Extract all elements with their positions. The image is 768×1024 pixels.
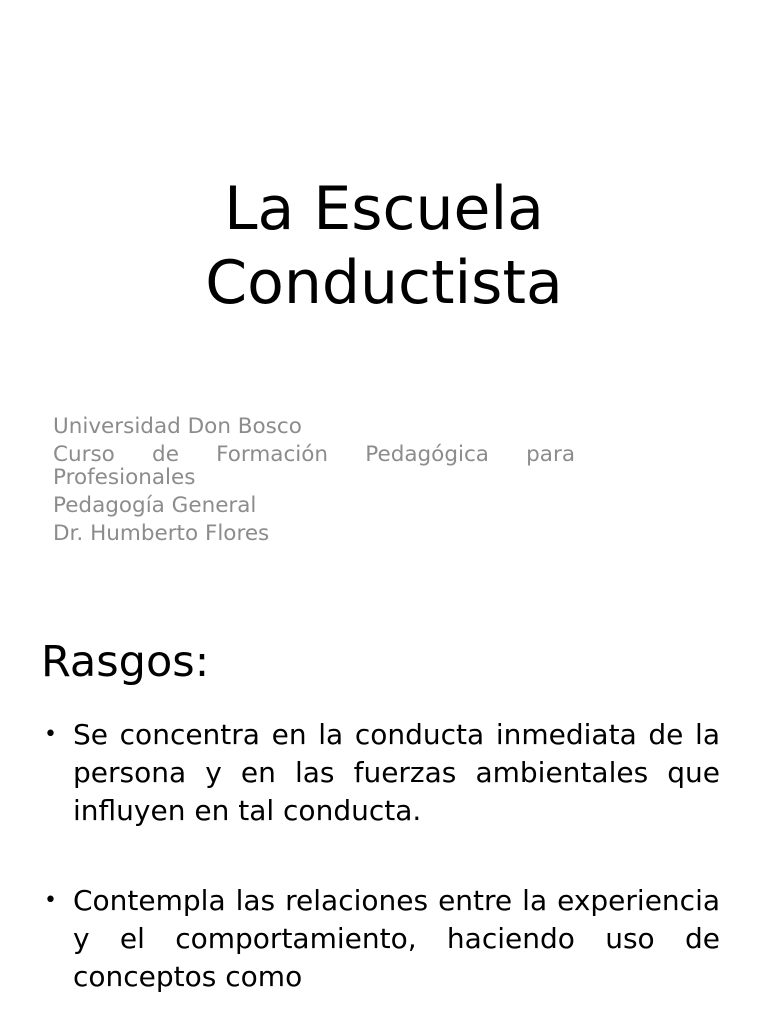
bullet-list xyxy=(44,716,720,1024)
bullet-item xyxy=(44,882,720,996)
subtitle-course: Curso de Formación Pedagógica para xyxy=(53,442,575,467)
subtitle-subject: Pedagogía General xyxy=(53,493,257,518)
subtitle-author: Dr. Humberto Flores xyxy=(53,521,270,546)
slide-title-line-1: La Escuela xyxy=(224,174,544,244)
bullet-text: Contempla las relaciones entre la experiencia y el comportamiento, haciendo uso de conceptos como xyxy=(73,884,720,993)
slide-title xyxy=(0,172,768,320)
bullet-dot-icon: • xyxy=(44,722,57,747)
slide-heading: Rasgos: xyxy=(41,637,210,687)
slide-subtitle xyxy=(53,414,575,546)
subtitle-university: Universidad Don Bosco xyxy=(53,414,302,439)
bullet-item xyxy=(44,716,720,830)
bullet-dot-icon: • xyxy=(44,888,57,913)
slide-title-line-2: Conductista xyxy=(205,248,563,318)
subtitle-course-continued: Profesionales xyxy=(53,465,196,490)
bullet-text: Se concentra en la conducta inmediata de la persona y en las fuerzas ambientales que influyen en tal conducta. xyxy=(73,718,720,827)
